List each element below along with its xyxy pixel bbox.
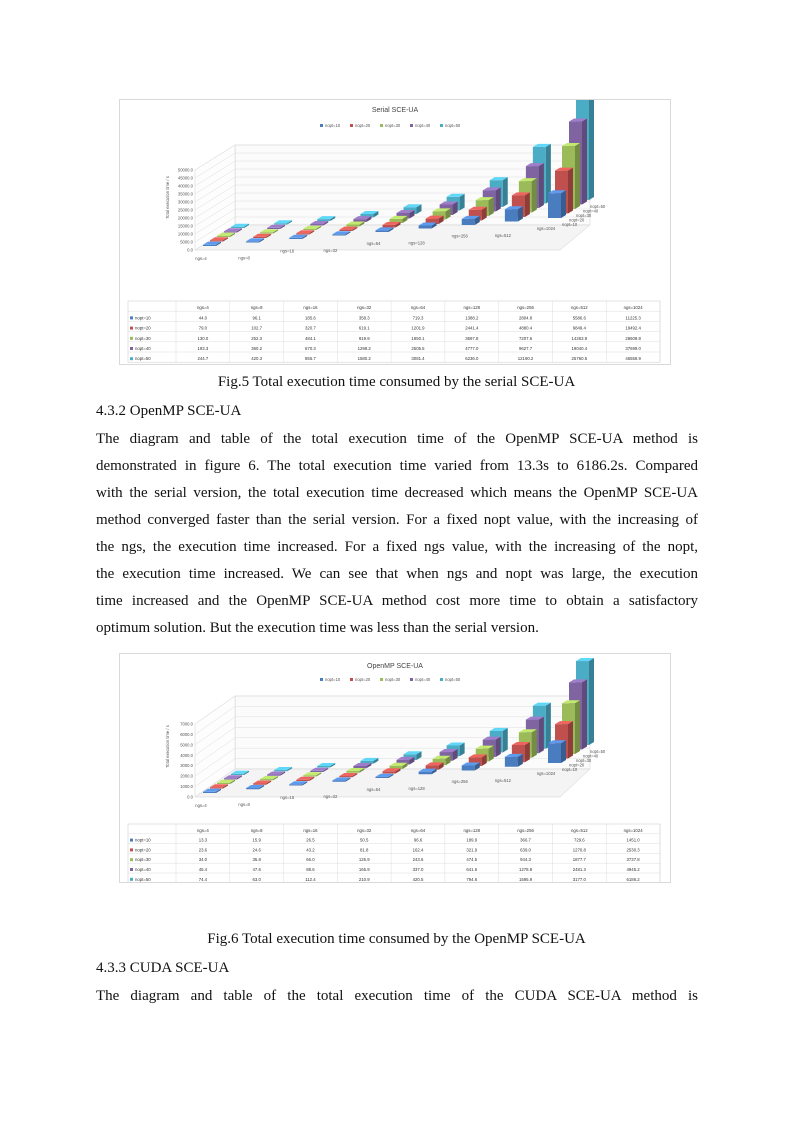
bar-front [346, 224, 359, 226]
x-tick-label: ngs=128 [408, 786, 425, 791]
table-cell: 1580.2 [357, 356, 371, 362]
paragraph-line: The diagram and table of the total execution time of the OpenMP SCE-UA method is [96, 431, 698, 447]
bar-front [217, 236, 230, 237]
bar-front [203, 792, 216, 793]
table-cell: 7207.6 [518, 335, 533, 341]
table-cell: 1877.7 [572, 857, 586, 863]
table-series-label: nopt=30 [135, 857, 151, 863]
legend-label: nopt=50 [445, 677, 461, 682]
table-cell: 1278.8 [518, 867, 533, 872]
chart-title: Serial SCE-UA [371, 107, 419, 114]
table-header-cell: ngs=1024 [623, 305, 643, 311]
bar-side [525, 742, 530, 762]
legend-swatch [440, 678, 443, 681]
table-cell: 26.5 [306, 837, 315, 843]
table-series-label: nopt=50 [135, 356, 151, 362]
table-series-swatch [130, 327, 133, 330]
figure-5-chart [119, 99, 671, 365]
section-4-3-2-paragraph [96, 426, 698, 642]
table-cell: 420.3 [251, 356, 263, 362]
table-cell: 358.3 [358, 315, 370, 321]
paragraph-line: with the serial version, the total execution time decreased which means the OpenMP SCE-UA [96, 485, 698, 501]
y-tick-label: 0.0 [187, 247, 193, 253]
table-cell: 244.7 [197, 356, 209, 362]
table-header-cell: ngs=32 [357, 305, 372, 311]
legend-label: nopt=50 [445, 123, 461, 128]
bar-front [260, 232, 273, 233]
x-tick-label: ngs=8 [238, 802, 250, 807]
bar-nopt=10-ngs=512 [505, 754, 523, 767]
table-cell: 46559.9 [625, 356, 641, 362]
table-series-label: nopt=50 [135, 876, 151, 882]
paragraph-line: the ngs, the execution time increased. For a fixed ngs value, with the increasing of the nopt, [96, 539, 698, 555]
section-4-3-3-heading: 4.3.3 CUDA SCE-UA [96, 960, 230, 976]
bar-front [296, 233, 309, 234]
table-cell: 1270.8 [572, 847, 586, 853]
bar-front [267, 228, 280, 229]
table-cell: 9627.7 [518, 346, 533, 351]
table-header-cell: ngs=16 [303, 305, 318, 311]
legend-label: nopt=20 [355, 677, 371, 682]
table-cell: 24.6 [252, 847, 261, 853]
table-cell: 35.8 [252, 857, 261, 863]
legend-swatch [350, 678, 353, 681]
table-cell: 1451.0 [626, 837, 640, 843]
table-cell: 2804.8 [518, 315, 533, 321]
bar-front [376, 777, 389, 778]
bar-side [532, 178, 537, 212]
bar-front [548, 743, 561, 763]
table-cell: 6186.2 [626, 876, 640, 882]
legend-swatch [410, 678, 413, 681]
bar-side [561, 190, 566, 218]
table-series-swatch [130, 337, 133, 340]
x-tick-label: ngs=16 [280, 795, 295, 800]
table-cell: 252.3 [251, 335, 263, 341]
legend-label: nopt=20 [355, 123, 371, 128]
y-tick-label: 2000.0 [180, 773, 193, 779]
table-series-swatch [130, 858, 133, 861]
paragraph-line: demonstrated in figure 6. The total execution time varied from 13.3s to 6186.2s. Compared [96, 458, 698, 474]
legend-swatch [410, 124, 413, 127]
table-cell: 193.3 [197, 346, 209, 351]
x-tick-label: ngs=64 [366, 241, 381, 246]
table-cell: 1595.9 [518, 876, 533, 882]
x-tick-label: ngs=32 [323, 247, 338, 253]
paragraph-line: the execution time increased. We can see that when ngs and nopt was large, the execution [96, 566, 698, 582]
bar-front [383, 225, 396, 228]
table-cell: 28609.8 [625, 335, 641, 341]
bar-front [419, 225, 432, 228]
table-cell: 366.7 [520, 837, 531, 843]
bar-front [246, 788, 259, 789]
bar-front [224, 778, 237, 779]
bar-front [462, 766, 475, 771]
depth-axis-label: nopt=10 [562, 767, 578, 772]
bar-front [310, 771, 323, 772]
depth-axis-label: nopt=30 [576, 758, 592, 763]
bar-side [575, 143, 580, 209]
table-cell: 9849.4 [572, 325, 586, 331]
section-4-3-2-heading: 4.3.2 OpenMP SCE-UA [96, 403, 242, 419]
x-tick-label: ngs=256 [451, 233, 468, 239]
table-cell: 619.1 [358, 325, 370, 331]
y-tick-label: 45000.0 [177, 175, 193, 181]
bar-front [253, 784, 266, 785]
bar-side [525, 192, 530, 217]
table-cell: 14263.9 [571, 335, 588, 341]
table-cell: 47.6 [252, 867, 261, 872]
table-cell: 162.4 [412, 847, 424, 853]
section-4-3-3-paragraph [96, 983, 698, 1010]
table-series-swatch [130, 878, 133, 881]
table-header-cell: ngs=16 [303, 827, 318, 833]
y-tick-label: 10000.0 [177, 231, 193, 237]
table-cell: 165.9 [358, 867, 370, 872]
table-header-cell: ngs=512 [571, 827, 588, 833]
y-tick-label: 50000.0 [177, 167, 193, 173]
bar-nopt=10-ngs=1024 [548, 190, 566, 218]
table-cell: 1850.1 [411, 335, 425, 341]
table-header-cell: ngs=8 [250, 305, 263, 311]
table-cell: 43.2 [306, 847, 315, 853]
table-series-swatch [130, 839, 133, 842]
table-cell: 5586.6 [572, 315, 586, 321]
bar-front [376, 230, 389, 232]
bar-front [505, 757, 518, 767]
table-cell: 96.1 [252, 315, 261, 321]
bar-side [589, 100, 594, 200]
table-cell: 130.0 [197, 335, 209, 341]
table-cell: 3697.8 [465, 335, 479, 341]
chart-title: OpenMP SCE-UA [367, 663, 423, 670]
table-series-label: nopt=40 [135, 346, 151, 351]
bar-front [267, 775, 280, 776]
table-cell: 4777.0 [465, 346, 479, 351]
table-series-swatch [130, 316, 133, 319]
y-tick-label: 1000.0 [180, 784, 193, 790]
bar-side [503, 728, 508, 753]
legend-label: nopt=30 [385, 677, 401, 682]
bar-nopt=10-ngs=1024 [548, 740, 566, 763]
table-cell: 670.3 [305, 346, 316, 351]
bar-nopt=10-ngs=512 [505, 206, 523, 221]
table-cell: 320.7 [305, 325, 316, 331]
depth-axis-label: nopt=50 [590, 749, 606, 754]
bar-side [561, 740, 566, 763]
paragraph-line: method converged faster than the serial version. For a fixed nopt value, with the increasing of [96, 512, 698, 528]
table-cell: 3177.0 [572, 876, 586, 882]
y-tick-label: 25000.0 [177, 207, 193, 213]
table-series-swatch [130, 347, 133, 350]
table-cell: 3737.8 [626, 857, 640, 863]
table-cell: 185.6 [305, 315, 316, 321]
table-series-label: nopt=10 [135, 315, 151, 321]
bar-side [589, 658, 594, 745]
bar-front [462, 219, 475, 225]
legend-swatch [380, 124, 383, 127]
table-cell: 25760.5 [571, 356, 588, 362]
bar-front [339, 230, 352, 231]
table-header-cell: ngs=256 [517, 305, 534, 311]
y-tick-label: 35000.0 [177, 191, 193, 197]
y-tick-label: 0.0 [187, 794, 193, 800]
table-cell: 420.5 [412, 876, 424, 882]
table-cell: 2505.5 [411, 346, 425, 351]
bar-side [582, 119, 587, 205]
x-tick-label: ngs=1024 [536, 226, 556, 231]
table-cell: 794.6 [466, 876, 478, 882]
table-cell: 210.9 [358, 876, 370, 882]
bar-side [496, 187, 501, 211]
bar-front [317, 766, 330, 768]
bar-front [274, 770, 287, 771]
x-tick-label: ngs=512 [494, 232, 511, 238]
bar-front [210, 240, 223, 241]
table-cell: 81.8 [360, 847, 369, 853]
bar-front [339, 776, 352, 777]
y-tick-label: 4000.0 [180, 752, 193, 758]
y-axis-label: Total execution time / s [165, 725, 170, 768]
table-cell: 484.1 [305, 335, 316, 341]
bar-front [296, 780, 309, 781]
figure-5-caption: Fig.5 Total execution time consumed by the serial SCE-UA [217, 374, 576, 390]
table-series-label: nopt=10 [135, 837, 151, 843]
table-cell: 13.3 [198, 837, 208, 843]
bar-side [503, 177, 508, 207]
table-series-label: nopt=30 [135, 335, 151, 341]
bar-front [217, 783, 230, 784]
legend-label: nopt=40 [415, 123, 431, 128]
bar-front [303, 775, 316, 776]
bar-front [289, 784, 302, 785]
legend-label: nopt=10 [325, 677, 341, 682]
bar-front [210, 787, 223, 788]
bar-side [582, 679, 587, 749]
bar-front [505, 209, 518, 221]
x-tick-label: ngs=4 [195, 803, 207, 808]
bar-front [548, 193, 561, 218]
legend-label: nopt=30 [385, 123, 401, 128]
legend-swatch [350, 124, 353, 127]
table-cell: 23.6 [198, 847, 208, 853]
table-cell: 4880.4 [518, 325, 533, 331]
table-cell: 243.6 [412, 857, 424, 863]
table-cell: 944.3 [520, 857, 531, 863]
x-tick-label: ngs=128 [408, 240, 425, 246]
bar-front [303, 229, 316, 230]
table-header-cell: ngs=256 [517, 827, 534, 833]
bar-side [489, 197, 494, 216]
bar-side [496, 737, 501, 757]
table-cell: 474.5 [466, 857, 478, 863]
bar-front [353, 766, 366, 768]
x-tick-label: ngs=16 [280, 248, 295, 254]
table-cell: 189.9 [466, 837, 478, 843]
paragraph-line: optimum solution. But the execution time was less than the serial version. [96, 620, 539, 636]
x-tick-label: ngs=256 [451, 779, 468, 784]
depth-axis-label: nopt=40 [583, 753, 599, 759]
y-tick-label: 6000.0 [180, 731, 193, 737]
table-cell: 15.9 [252, 837, 261, 843]
table-cell: 50.5 [360, 837, 369, 843]
bar-side [575, 700, 580, 754]
bar-front [260, 779, 273, 780]
table-cell: 719.3 [412, 315, 424, 321]
table-cell: 45.4 [198, 867, 208, 872]
bar-front [383, 771, 396, 773]
bar-front [246, 241, 259, 242]
table-cell: 2481.3 [572, 867, 586, 872]
table-cell: 19492.4 [625, 325, 641, 331]
bar-front [231, 227, 244, 228]
table-series-swatch [130, 868, 133, 871]
table-cell: 37699.0 [625, 346, 641, 351]
y-tick-label: 5000.0 [180, 742, 193, 748]
table-series-swatch [130, 357, 133, 360]
table-cell: 321.9 [466, 847, 478, 853]
x-tick-label: ngs=32 [323, 794, 338, 799]
bar-front [317, 219, 330, 221]
table-series-swatch [130, 848, 133, 851]
figure-6-chart [119, 653, 671, 883]
legend-label: nopt=40 [415, 677, 431, 682]
y-tick-label: 30000.0 [177, 199, 193, 205]
depth-axis-label: nopt=20 [569, 217, 585, 223]
table-series-label: nopt=40 [135, 867, 151, 872]
table-header-cell: ngs=64 [410, 305, 426, 311]
table-header-cell: ngs=128 [463, 827, 481, 833]
table-series-label: nopt=20 [135, 847, 151, 853]
table-header-cell: ngs=8 [250, 827, 263, 833]
y-tick-label: 7000.0 [180, 721, 193, 727]
bar-front [332, 234, 345, 235]
bar-side [539, 163, 544, 208]
table-cell: 74.4 [198, 876, 208, 882]
table-header-cell: ngs=4 [196, 305, 209, 311]
depth-axis-label: nopt=50 [590, 204, 606, 209]
table-header-cell: ngs=4 [196, 827, 209, 833]
x-tick-label: ngs=64 [366, 787, 381, 792]
table-cell: 639.0 [520, 847, 531, 853]
x-tick-label: ngs=512 [494, 778, 511, 783]
table-cell: 4945.2 [626, 867, 640, 872]
bar-side [568, 168, 573, 214]
y-tick-label: 20000.0 [177, 215, 193, 221]
bar-side [539, 717, 544, 754]
table-cell: 641.6 [466, 867, 478, 872]
bar-front [332, 781, 345, 782]
depth-axis-label: nopt=30 [576, 213, 592, 218]
bar-front [419, 772, 432, 775]
table-cell: 102.7 [251, 325, 263, 331]
table-header-cell: ngs=1024 [623, 827, 643, 833]
table-header-cell: ngs=512 [571, 305, 588, 311]
x-tick-label: ngs=8 [238, 255, 250, 261]
table-cell: 34.0 [198, 857, 208, 863]
x-tick-label: ngs=4 [195, 256, 207, 261]
table-cell: 2441.4 [465, 325, 479, 331]
bar-front [203, 245, 216, 246]
openmp-sce-ua-chart-svg [120, 654, 670, 882]
table-cell: 88.6 [306, 867, 315, 872]
y-tick-label: 3000.0 [180, 763, 193, 769]
table-cell: 1298.2 [357, 346, 371, 351]
table-cell: 855.7 [305, 356, 316, 362]
legend-swatch [380, 678, 383, 681]
legend-swatch [320, 124, 323, 127]
table-cell: 63.0 [252, 876, 261, 882]
table-cell: 79.0 [198, 325, 208, 331]
table-header-cell: ngs=32 [357, 827, 372, 833]
legend-label: nopt=10 [325, 123, 341, 128]
table-cell: 19040.4 [571, 346, 588, 351]
bar-front [310, 224, 323, 225]
table-cell: 125.9 [358, 857, 370, 863]
table-cell: 12190.2 [517, 356, 534, 362]
bar-front [289, 238, 302, 239]
depth-axis-label: nopt=20 [569, 762, 585, 768]
bar-side [532, 729, 537, 757]
table-cell: 1201.9 [411, 325, 425, 331]
y-tick-label: 15000.0 [177, 223, 193, 229]
figure-6-caption: Fig.6 Total execution time consumed by the OpenMP SCE-UA [207, 931, 586, 947]
table-header-cell: ngs=64 [410, 827, 426, 833]
table-cell: 112.4 [305, 876, 316, 882]
y-tick-label: 40000.0 [177, 183, 193, 189]
table-cell: 1388.2 [465, 315, 479, 321]
bar-side [568, 721, 573, 758]
y-tick-label: 5000.0 [180, 239, 193, 245]
bar-front [253, 237, 266, 238]
table-header-cell: ngs=128 [463, 305, 481, 311]
table-cell: 2530.3 [626, 847, 640, 853]
legend-swatch [440, 124, 443, 127]
x-tick-label: ngs=1024 [536, 771, 556, 776]
depth-axis-label: nopt=10 [562, 222, 578, 227]
table-cell: 360.2 [251, 346, 263, 351]
y-axis-label: Total execution time / s [165, 176, 170, 219]
bar-front [224, 231, 237, 232]
table-cell: 44.0 [198, 315, 208, 321]
bar-side [546, 703, 551, 749]
bar-front [346, 771, 359, 773]
table-cell: 919.9 [358, 335, 370, 341]
bar-front [274, 223, 287, 224]
table-cell: 96.6 [413, 837, 423, 843]
table-cell: 11225.3 [625, 315, 641, 321]
bar-front [231, 774, 244, 775]
serial-sce-ua-chart-svg [120, 100, 670, 364]
table-series-label: nopt=20 [135, 325, 151, 331]
depth-axis-label: nopt=40 [583, 208, 599, 214]
table-cell: 66.0 [306, 857, 315, 863]
table-cell: 3081.4 [411, 356, 425, 362]
table-cell: 337.0 [412, 867, 424, 872]
paragraph-line: The diagram and table of the total execution time of the CUDA SCE-UA method is [96, 988, 698, 1004]
table-cell: 6236.0 [465, 356, 479, 362]
paragraph-line: time increased and the OpenMP SCE-UA method cost more time to obtain a satisfactory [96, 593, 698, 609]
legend-swatch [320, 678, 323, 681]
table-cell: 729.6 [573, 837, 585, 843]
